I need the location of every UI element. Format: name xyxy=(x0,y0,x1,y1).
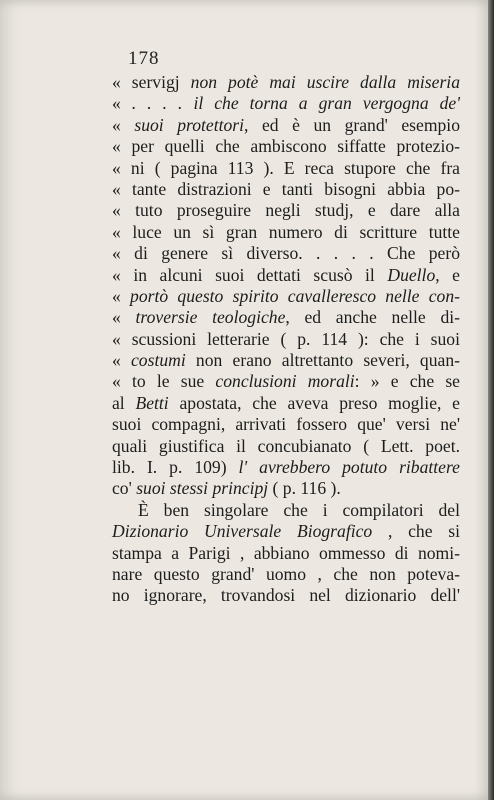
text-segment: « xyxy=(112,307,136,328)
text-line xyxy=(112,265,460,286)
text-segment: « xyxy=(112,285,131,306)
text-line xyxy=(112,72,460,93)
italic-text: . . . . il che torna a gran vergogna de' xyxy=(131,93,460,114)
text-segment: , ed è un grand' esempio xyxy=(244,114,460,135)
text-segment: scussioni letterarie ( p. 114 ): che i suoi xyxy=(131,328,460,349)
text-segment: « xyxy=(112,221,133,242)
text-segment: « xyxy=(112,157,131,178)
text-segment: to le sue xyxy=(132,371,216,392)
text-segment: , ed anche nelle di- xyxy=(285,307,460,328)
text-segment: tuto proseguire negli studj, e dare alla xyxy=(135,200,460,221)
italic-text: suoi protettori xyxy=(134,114,245,135)
italic-text: non potè mai uscire dalla miseria xyxy=(190,72,460,92)
text-line xyxy=(112,585,460,606)
text-segment: non erano altrettanto severi, quan- xyxy=(185,350,460,371)
text-segment: tante distrazioni e tanti bisogni abbia po- xyxy=(131,178,460,199)
text-segment: quali giustifica il concubianato ( Lett. poet. xyxy=(112,435,460,456)
text-segment: servigj xyxy=(131,72,191,92)
italic-text: suoi stessi principj xyxy=(136,478,269,499)
text-line xyxy=(112,500,460,521)
text-segment: apostata, che aveva preso moglie, e xyxy=(168,392,460,413)
text-segment: « xyxy=(112,200,136,221)
text-segment: per quelli che ambiscono siffatte protezio- xyxy=(131,136,460,157)
text-line xyxy=(112,136,460,157)
text-line xyxy=(112,543,460,564)
text-segment: stampa a Parigi , abbiano ommesso di nomi- xyxy=(112,542,460,563)
text-line xyxy=(112,393,460,414)
text-segment: suoi compagni, arrivati fossero que' versi ne' xyxy=(112,414,460,435)
text-line xyxy=(112,179,460,200)
text-segment: ( p. 116 ). xyxy=(268,478,341,499)
text-segment: « xyxy=(112,243,135,264)
text-line xyxy=(112,243,460,264)
text-line xyxy=(112,200,460,221)
italic-text: troversie teologiche xyxy=(135,307,286,328)
page-edge xyxy=(488,0,494,800)
text-segment: « xyxy=(112,136,132,157)
page-number: 178 xyxy=(128,48,160,69)
text-line xyxy=(112,115,460,136)
text-line xyxy=(112,307,460,328)
text-line xyxy=(112,457,460,478)
text-segment: « xyxy=(112,264,134,285)
text-line xyxy=(112,564,460,585)
text-line xyxy=(112,371,460,392)
italic-text: Dizionario Universale Biografico xyxy=(112,521,373,542)
italic-text: conclusioni morali xyxy=(215,371,355,392)
text-line xyxy=(112,93,460,114)
text-segment: , che si xyxy=(372,521,460,542)
text-line xyxy=(112,286,460,307)
text-segment: È ben singolare che i compilatori del xyxy=(138,499,460,520)
text-segment: : » e che se xyxy=(354,371,460,392)
text-segment: in alcuni suoi dettati scusò il xyxy=(133,264,388,285)
text-segment: ni ( pagina 113 ). E reca stupore che fra xyxy=(130,157,460,178)
text-segment: nare questo grand' uomo , che non poteva- xyxy=(112,563,460,584)
text-segment: « xyxy=(112,72,132,92)
italic-text: l' avrebbero potuto ribattere xyxy=(238,457,460,478)
text-segment: , e xyxy=(435,264,460,285)
text-line xyxy=(112,222,460,243)
text-line xyxy=(112,158,460,179)
text-segment: « xyxy=(112,328,132,349)
text-line xyxy=(112,436,460,457)
text-line xyxy=(112,350,460,371)
text-segment: « xyxy=(112,93,132,114)
text-line xyxy=(112,521,460,542)
text-line xyxy=(112,414,460,435)
italic-text: costumi xyxy=(131,350,186,371)
italic-text: Duello xyxy=(387,264,436,285)
text-line xyxy=(112,478,460,499)
text-segment: co' xyxy=(112,478,137,499)
text-line xyxy=(112,329,460,350)
italic-text: Betti xyxy=(135,392,169,413)
text-segment: « xyxy=(112,178,132,199)
text-segment: no ignorare, trovandosi nel dizionario dell' xyxy=(112,585,460,606)
text-segment: « xyxy=(112,350,131,371)
text-segment: « xyxy=(112,114,135,135)
text-segment: al xyxy=(112,392,136,413)
text-segment: di genere sì diverso. . . . . Che però xyxy=(134,243,460,264)
text-segment: lib. I. p. 109) xyxy=(112,457,239,478)
italic-text: portò questo spirito cavalleresco nelle con- xyxy=(130,285,460,306)
body-text xyxy=(112,72,460,607)
text-segment: « xyxy=(112,371,132,392)
text-segment: luce un sì gran numero di scritture tutte xyxy=(132,221,460,242)
